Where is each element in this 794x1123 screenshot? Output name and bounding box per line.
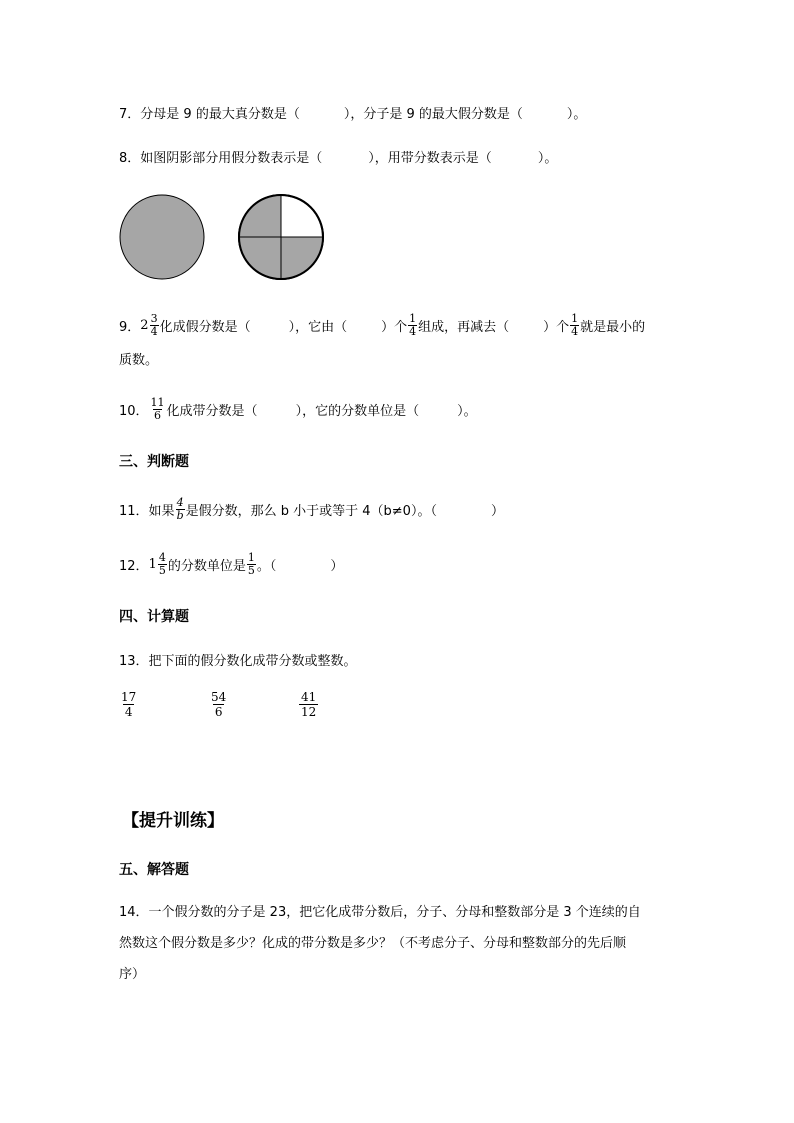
- q13-fraction-1: $\frac{17}{4}$: [121, 690, 137, 719]
- q9-text-4: 组成，再减去（: [418, 319, 510, 335]
- question-9: [119, 306, 645, 344]
- q14-line-1: 14．一个假分数的分子是 23，把它化成带分数后，分子、分母和整数部分是 3 个连续的自: [119, 905, 641, 920]
- question-8: [119, 144, 557, 168]
- q9-text-5: ）个: [543, 319, 570, 335]
- q9-text-6: 就是最小的: [580, 319, 646, 335]
- question-14: [119, 897, 679, 990]
- fraction-circles-figure: [112, 188, 342, 288]
- q12-number: 12．: [119, 558, 149, 574]
- q9-mixed-whole: 2: [140, 317, 149, 333]
- q13-text: 13．把下面的假分数化成带分数或整数。: [119, 653, 357, 669]
- question-12: [119, 546, 343, 582]
- q9-unit-fraction-2: $\frac{1}{4}$: [571, 311, 579, 338]
- q7-text-2: ），分子是 9 的最大假分数是（: [343, 106, 523, 122]
- q11-fraction: $\frac{4}{b}$: [176, 495, 184, 522]
- q13-fraction-3: $\frac{41}{12}$: [301, 690, 317, 719]
- question-13: [119, 647, 357, 671]
- q7-text-1: 分母是 9 的最大真分数是（: [140, 106, 300, 122]
- improve-training-heading: 【提升训练】: [122, 811, 224, 831]
- q12-unit-fraction: $\frac{1}{5}$: [247, 550, 255, 577]
- section-5-heading: 五、解答题: [119, 862, 189, 878]
- full-shaded-circle: [120, 195, 204, 279]
- q12-mixed-fraction: $\frac{4}{5}$: [158, 550, 166, 577]
- q8-text-1: 如图阴影部分用假分数表示是（: [140, 150, 323, 166]
- q10-text-2: ），它的分数单位是（: [295, 403, 420, 419]
- q14-line-3: 序）: [119, 967, 146, 982]
- question-11: [119, 494, 504, 524]
- q9-number: 9．: [119, 319, 141, 335]
- q10-fraction: $\frac{11}{6}$: [150, 395, 165, 422]
- q9-text-3: ）个: [381, 319, 408, 335]
- q13-fraction-2: $\frac{54}{6}$: [211, 690, 227, 719]
- q12-text-3: ）: [330, 558, 344, 574]
- q12-text-1: 的分数单位是: [167, 558, 246, 574]
- q7-text-3: ）。: [566, 106, 587, 122]
- q11-text-2: 是假分数，那么 b 小于或等于 4（b≠0）。（: [185, 503, 437, 519]
- question-9-cont: [119, 346, 158, 370]
- q7-number: 7．: [119, 106, 141, 122]
- q14-line-2: 然数这个假分数是多少？化成的带分数是多少？（不考虑分子、分母和整数部分的先后顺: [119, 936, 627, 951]
- q9-text-1: 化成假分数是（: [159, 319, 251, 335]
- q12-mixed-whole: 1: [148, 556, 157, 572]
- three-quarter-circle: [239, 195, 323, 279]
- q10-text-3: ）。: [457, 403, 477, 419]
- q8-text-3: ）。: [537, 150, 558, 166]
- section-4-heading: 四、计算题: [119, 609, 189, 625]
- q11-text-1: 如果: [148, 503, 175, 519]
- question-10: [119, 390, 477, 428]
- q11-text-3: ）: [490, 503, 504, 519]
- question-7: [119, 100, 586, 124]
- q8-number: 8．: [119, 150, 141, 166]
- q9-text-7: 质数。: [119, 352, 159, 368]
- q9-text-2: ），它由（: [288, 319, 348, 335]
- q10-text-1: 化成带分数是（: [166, 403, 258, 419]
- q11-number: 11．: [119, 503, 149, 519]
- section-3-heading: 三、判断题: [119, 454, 189, 470]
- q9-unit-fraction-1: $\frac{1}{4}$: [409, 311, 417, 338]
- q12-text-2: 。（: [256, 558, 277, 574]
- q8-text-2: ），用带分数表示是（: [368, 150, 492, 166]
- q10-number: 10．: [119, 403, 149, 419]
- q9-mixed-fraction: $\frac{3}{4}$: [150, 311, 158, 338]
